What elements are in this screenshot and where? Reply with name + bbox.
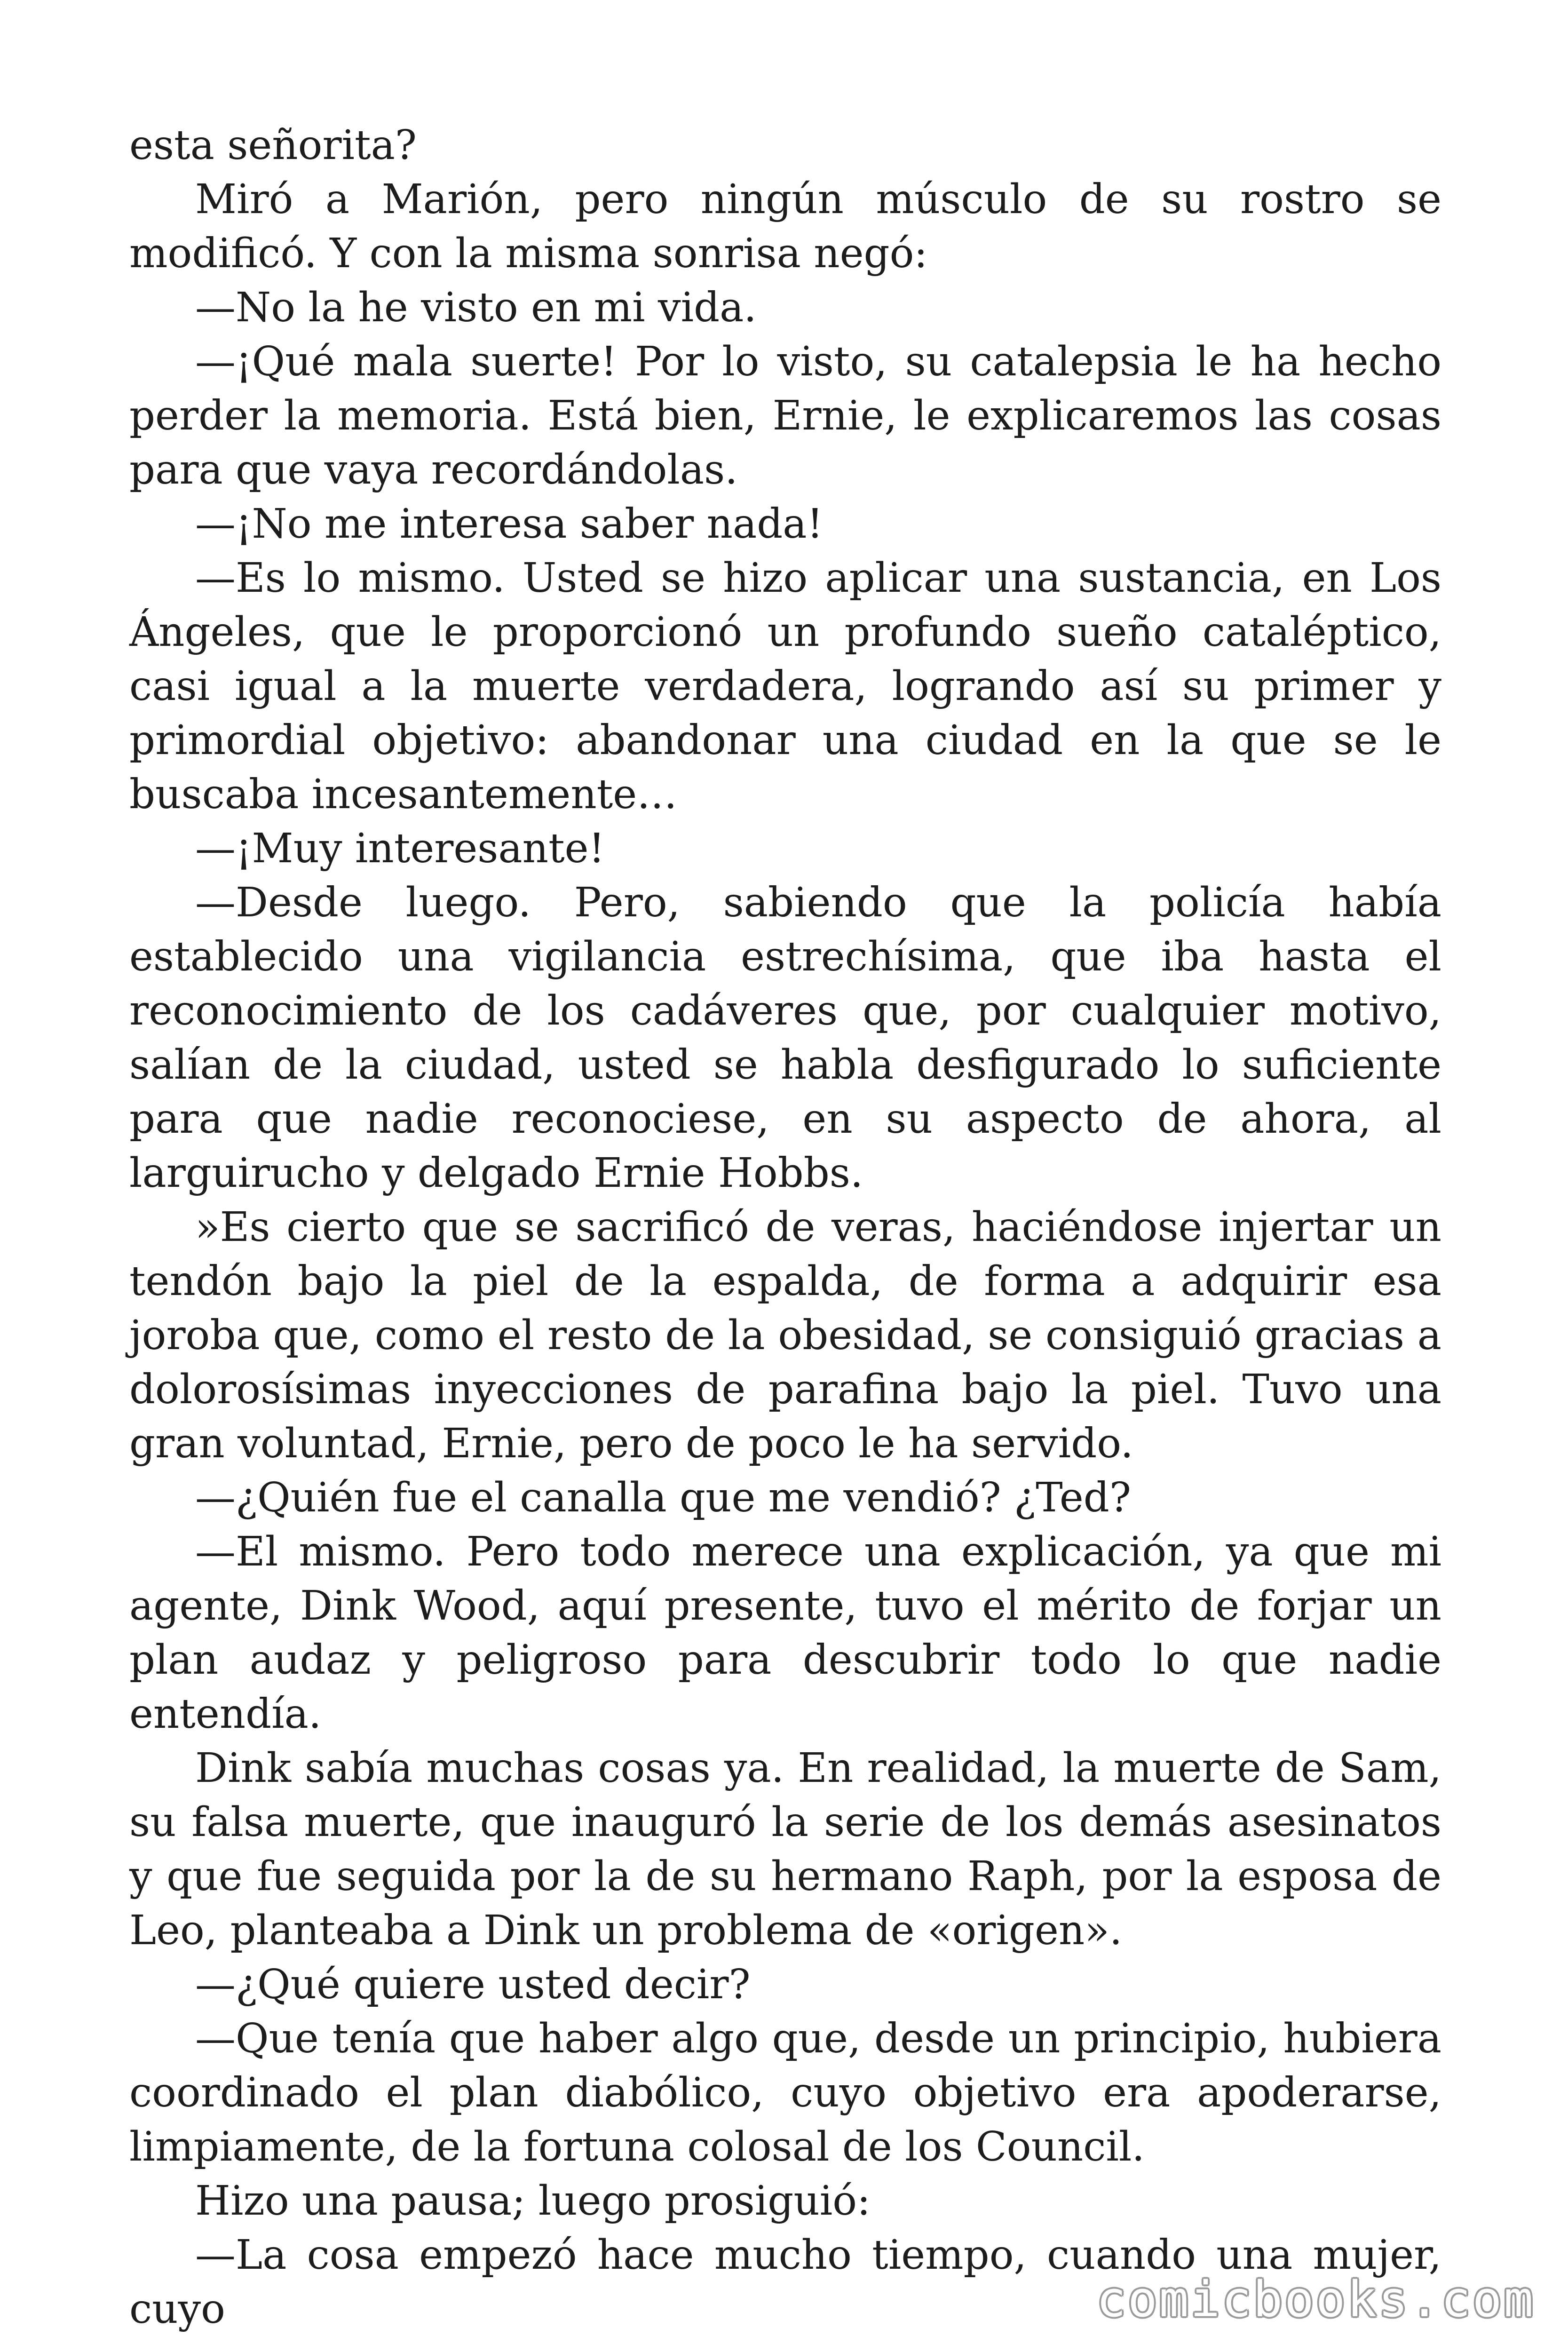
paragraph: —¡No me interesa saber nada! [195,501,824,548]
paragraph: —El mismo. Pero todo merece una explicación, ya que mi agente, Dink Wood, aquí presente, tuvo el mérito de forjar un plan audaz y peligroso para descubrir todo lo que nadie entendía. [129,1528,1441,1738]
paragraph: —Es lo mismo. Usted se hizo aplicar una sustancia, en Los Ángeles, que le proporcionó un profundo sueño cataléptico, casi igual a la muerte verdadera, logrando así su primer y primordial objetivo: abandonar una ciudad en la que se le buscaba incesantemente… [129,555,1441,818]
paragraph: —Desde luego. Pero, sabiendo que la policía había establecido una vigilancia estrechísima, que iba hasta el reconocimiento de los cadáveres que, por cualquier motivo, salían de la ciudad, usted se habla desfigurado lo suficiente para que nadie reconociese, en su aspecto de ahora, al larguirucho y delgado Ernie Hobbs. [129,879,1441,1197]
paragraph: —La cosa empezó hace mucho tiempo, cuando una mujer, cuyo [129,2232,1441,2333]
paragraph: Dink sabía muchas cosas ya. En realidad, la muerte de Sam, su falsa muerte, que inauguró la serie de los demás asesinatos y que fue seguida por la de su hermano Raph, por la esposa de Leo, planteaba a Dink un problema de «origen». [129,1745,1441,1954]
paragraph: Hizo una pausa; luego prosiguió: [195,2177,871,2225]
paragraph: —Que tenía que haber algo que, desde un principio, hubiera coordinado el plan diabólico, cuyo objetivo era apoderarse, limpiamente, de la fortuna colosal de los Council. [129,2015,1441,2170]
watermark: comicbooks.com [1096,2271,1535,2328]
paragraph: Miró a Marión, pero ningún músculo de su rostro se modificó. Y con la misma sonrisa negó: [129,176,1441,277]
paragraph: —¿Qué quiere usted decir? [195,1961,751,2008]
paragraph: —No la he visto en mi vida. [195,284,757,331]
paragraph: —¿Quién fue el canalla que me vendió? ¿Ted? [195,1474,1131,1521]
paragraph: —¡Qué mala suerte! Por lo visto, su catalepsia le ha hecho perder la memoria. Está bien, Ernie, le explicaremos las cosas para que vaya recordándolas. [129,338,1441,493]
paragraph: »Es cierto que se sacrificó de veras, haciéndose injertar un tendón bajo la piel de la espalda, de forma a adquirir esa joroba que, como el resto de la obesidad, se consiguió gracias a dolorosísimas inyecciones de parafina bajo la piel. Tuvo una gran voluntad, Ernie, pero de poco le ha servido. [129,1204,1441,1467]
paragraph: —¡Muy interesante! [195,825,605,872]
body-text [129,119,1441,2336]
paragraph: esta señorita? [129,122,417,169]
